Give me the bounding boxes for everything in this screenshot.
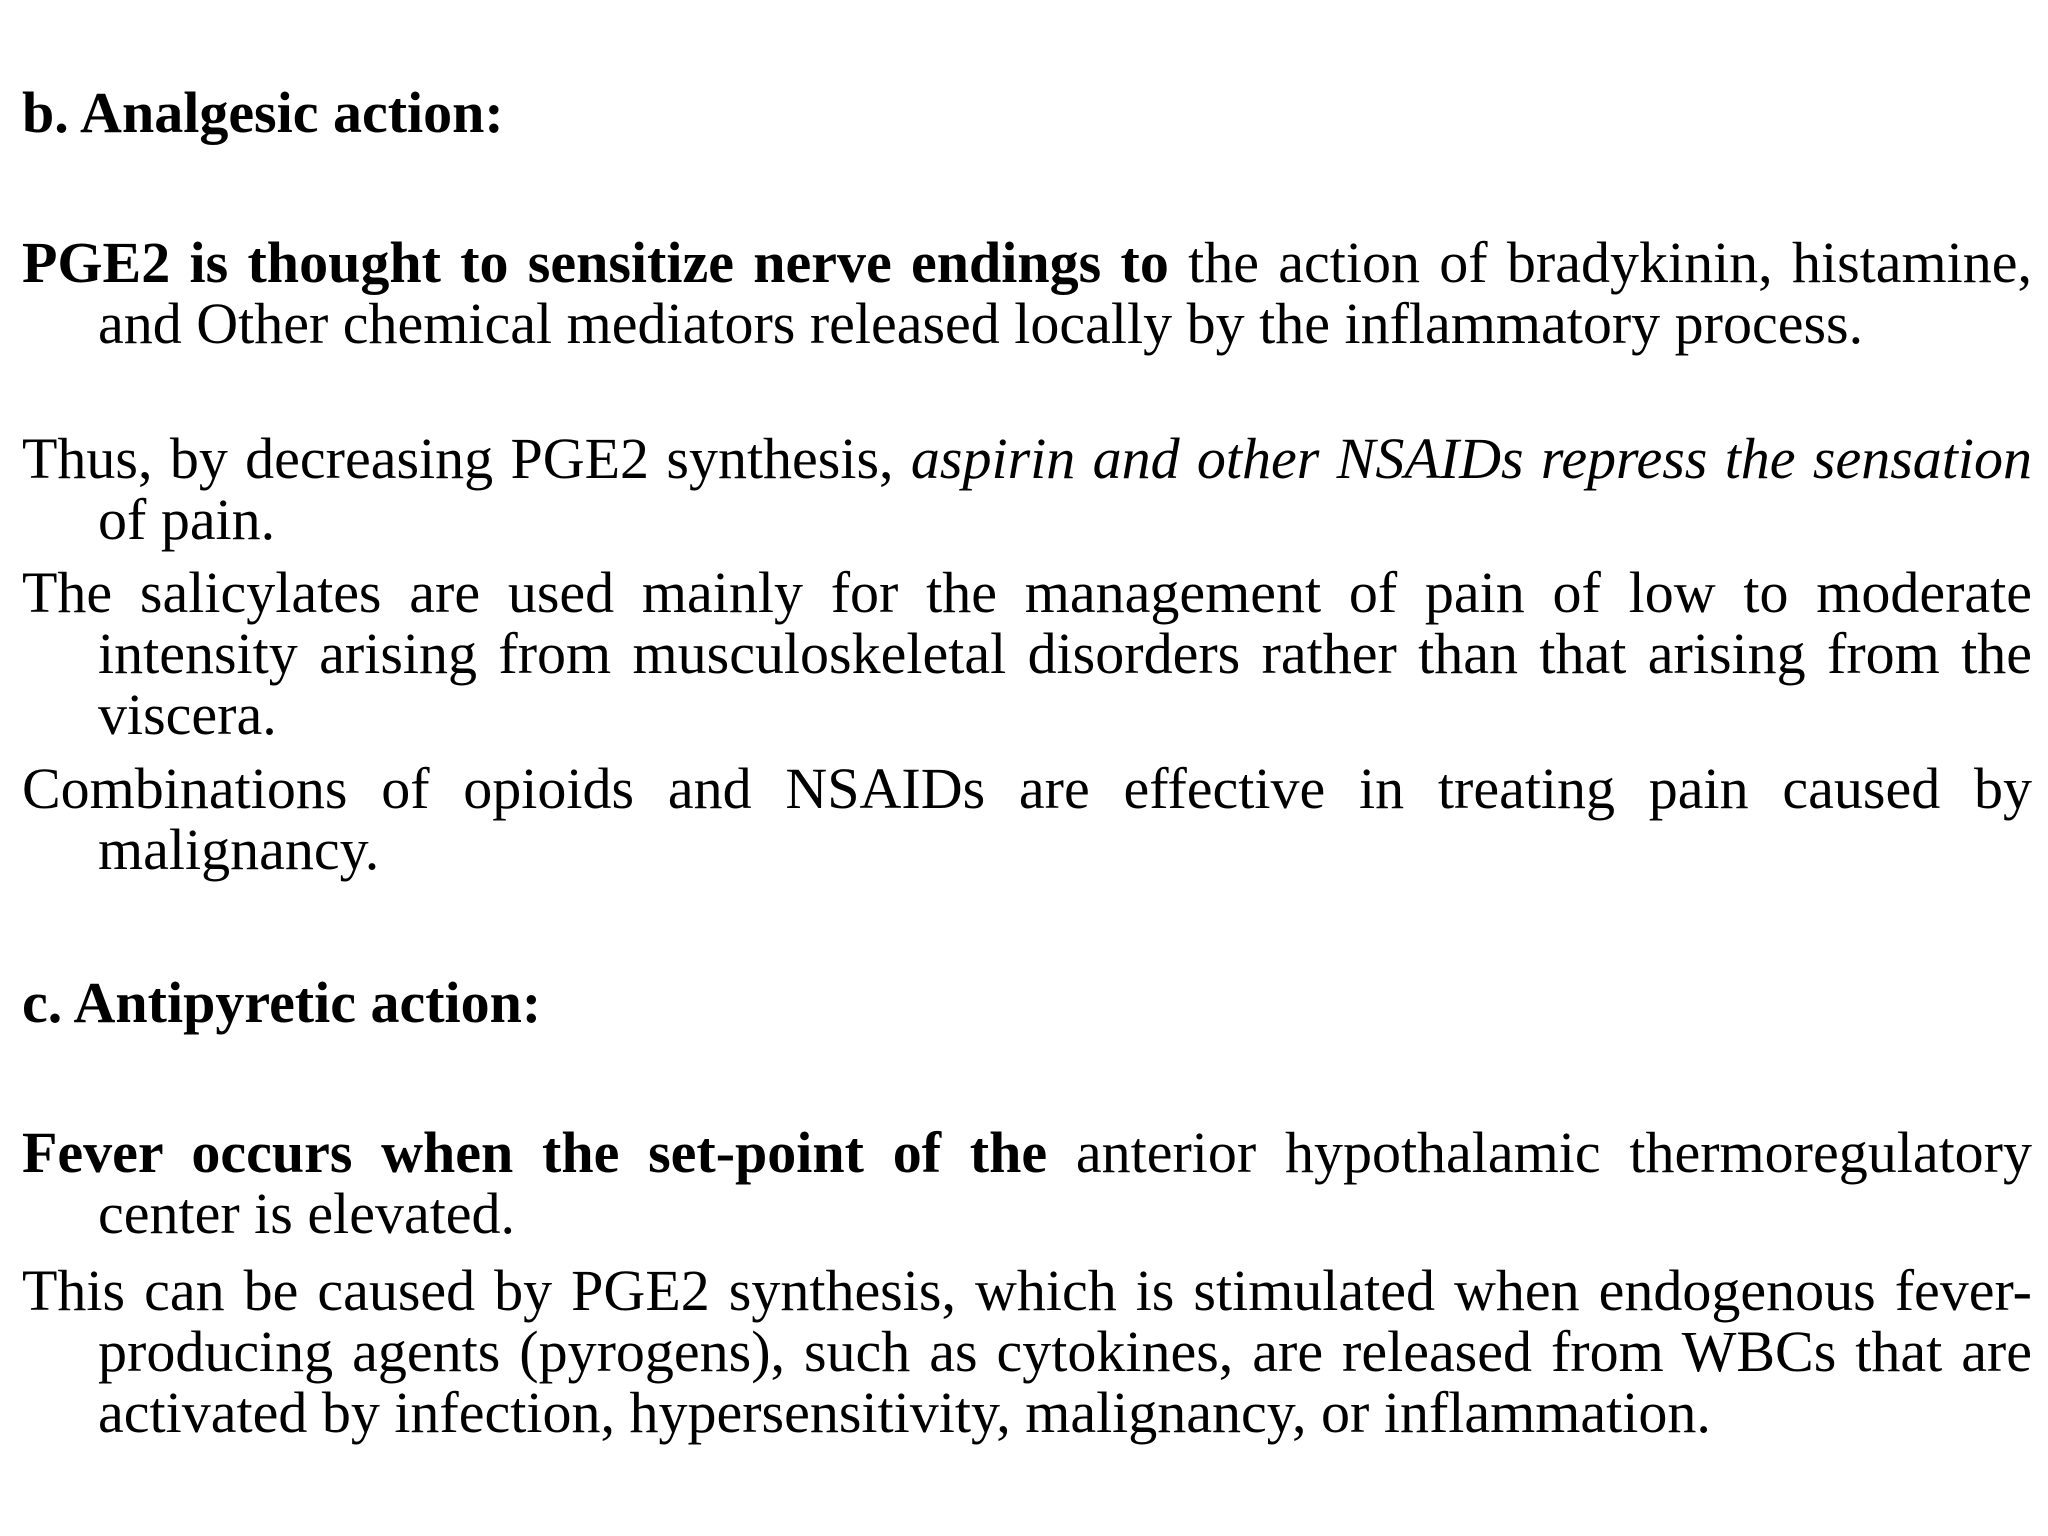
section-heading-antipyretic: c. Antipyretic action: (22, 970, 542, 1035)
paragraph-text: anterior hypothalamic thermoregulatory center is elevated. (98, 1120, 2032, 1246)
paragraph-italic-phrase: aspirin and other NSAIDs repress the sensation (910, 426, 2033, 491)
paragraph-text-after: of pain. (98, 487, 276, 552)
paragraph-bold-lead: PGE2 is thought to sensitize nerve endings to (22, 230, 1169, 295)
paragraph-bold-lead: Fever occurs when the set-point of the (22, 1120, 1048, 1185)
paragraph-salicylates: The salicylates are used mainly for the management of pain of low to moderate intensity arising from musculoskeletal disorders rather than that arising from the viscera. (22, 560, 2032, 747)
paragraph-combinations: Combinations of opioids and NSAIDs are effective in treating pain caused by malignancy. (22, 756, 2032, 882)
paragraph-thus-decreasing (22, 428, 2032, 550)
paragraph-text-before: Thus, by decreasing PGE2 synthesis, (22, 426, 911, 491)
paragraph-pge2-sensitize (22, 232, 2032, 354)
paragraph-text: the action of bradykinin, histamine, and Other chemical mediators released locally by the inflammatory process. (98, 230, 2032, 356)
paragraph-pge2-synthesis: This can be caused by PGE2 synthesis, which is stimulated when endogenous fever-producing agents (pyrogens), such as cytokines, are released from WBCs that are activated by infection, hypersensitivity, malignancy, or inflammation. (22, 1258, 2032, 1445)
paragraph-fever-occurs (22, 1122, 2032, 1244)
section-heading-analgesic: b. Analgesic action: (22, 80, 504, 145)
